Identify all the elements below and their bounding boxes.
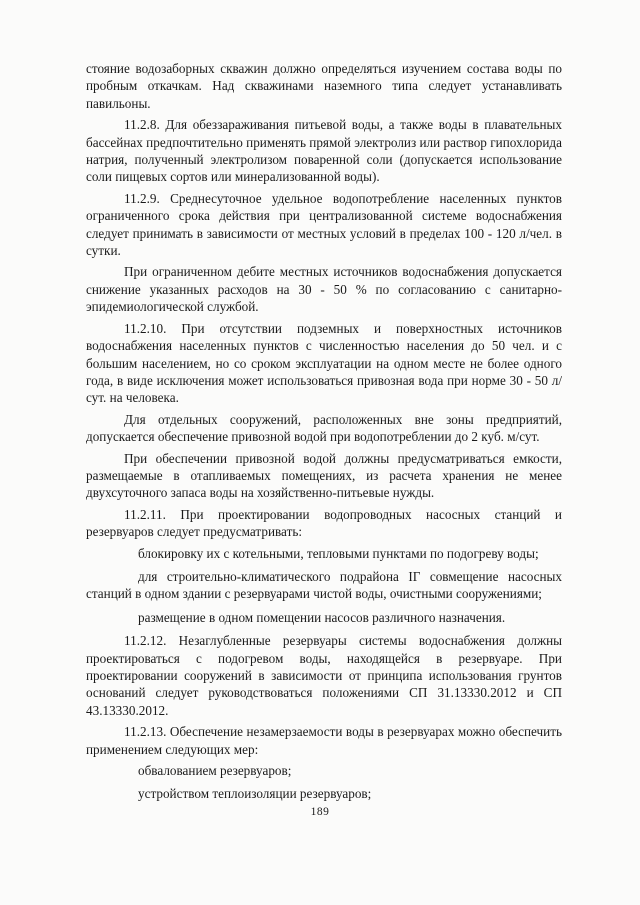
list-item: устройством теплоизоляции резервуаров; — [138, 786, 372, 802]
list-item: для строительно-климатического подрайона IГ совмещение насосных станций в одном здании с резервуарами чистой воды, очистными сооружениями; — [86, 568, 562, 602]
list-item: размещение в одном помещении насосов различного назначения. — [138, 609, 506, 625]
paragraph: 11.2.12. Незаглубленные резервуары системы водоснабжения должны проектироваться с подогревом воды, находящейся в резервуаре. При проектировании сооружений в зависимости от принципа использования грунтов оснований следует руководствоваться положениями СП 31.13330.2012 и СП 43.13330.2012. — [86, 633, 562, 718]
paragraph: Для отдельных сооружений, расположенных вне зоны предприятий, допускается обеспечение привозной водой при водопотреблении до 2 куб. м/сут. — [86, 411, 562, 445]
paragraph: 11.2.8. Для обеззараживания питьевой воды, а также воды в плавательных бассейнах предпочтительно применять прямой электролиз или раствор гипохлорида натрия, полученный электролизом поваренной соли (допускается использование соли пищевых сортов или минерализованной воды). — [86, 117, 562, 185]
paragraph: При ограниченном дебите местных источников водоснабжения допускается снижение указанных расходов на 30 - 50 % по согласованию с санитарно-эпидемиологической службой. — [86, 264, 562, 315]
paragraph: 11.2.9. Среднесуточное удельное водопотребление населенных пунктов ограниченного срока действия при централизованной системе водоснабжения следует принимать в зависимости от местных условий в пределах 100 - 120 л/чел. в сутки. — [86, 190, 562, 259]
paragraph: 11.2.13. Обеспечение незамерзаемости воды в резервуарах можно обеспечить применением следующих мер: — [86, 724, 562, 757]
page-number: 189 — [310, 806, 330, 818]
paragraph: 11.2.10. При отсутствии подземных и поверхностных источников водоснабжения населенных пунктов с численностью населения до 50 чел. и с большим населением, но со сроком эксплуатации на одном месте не более одного года, в виде исключения может использоваться привозная вода при норме 30 - 50 л/сут. на человека. — [86, 320, 562, 406]
list-item: блокировку их с котельными, тепловыми пунктами по подогреву воды; — [138, 545, 539, 561]
body-text — [86, 60, 562, 809]
paragraph: 11.2.11. При проектировании водопроводных насосных станций и резервуаров следует предусматривать: — [86, 506, 562, 540]
list-item: обвалованием резервуаров; — [138, 763, 292, 779]
paragraph: стояние водозаборных скважин должно определяться изучением состава воды по пробным откачкам. Над скважинами наземного типа следует устанавливать павильоны. — [86, 61, 562, 111]
paragraph: При обеспечении привозной водой должны предусматриваться емкости, размещаемые в отапливаемых помещениях, из расчета хранения не менее двухсуточного запаса воды на хозяйственно-питьевые нужды. — [86, 450, 562, 501]
